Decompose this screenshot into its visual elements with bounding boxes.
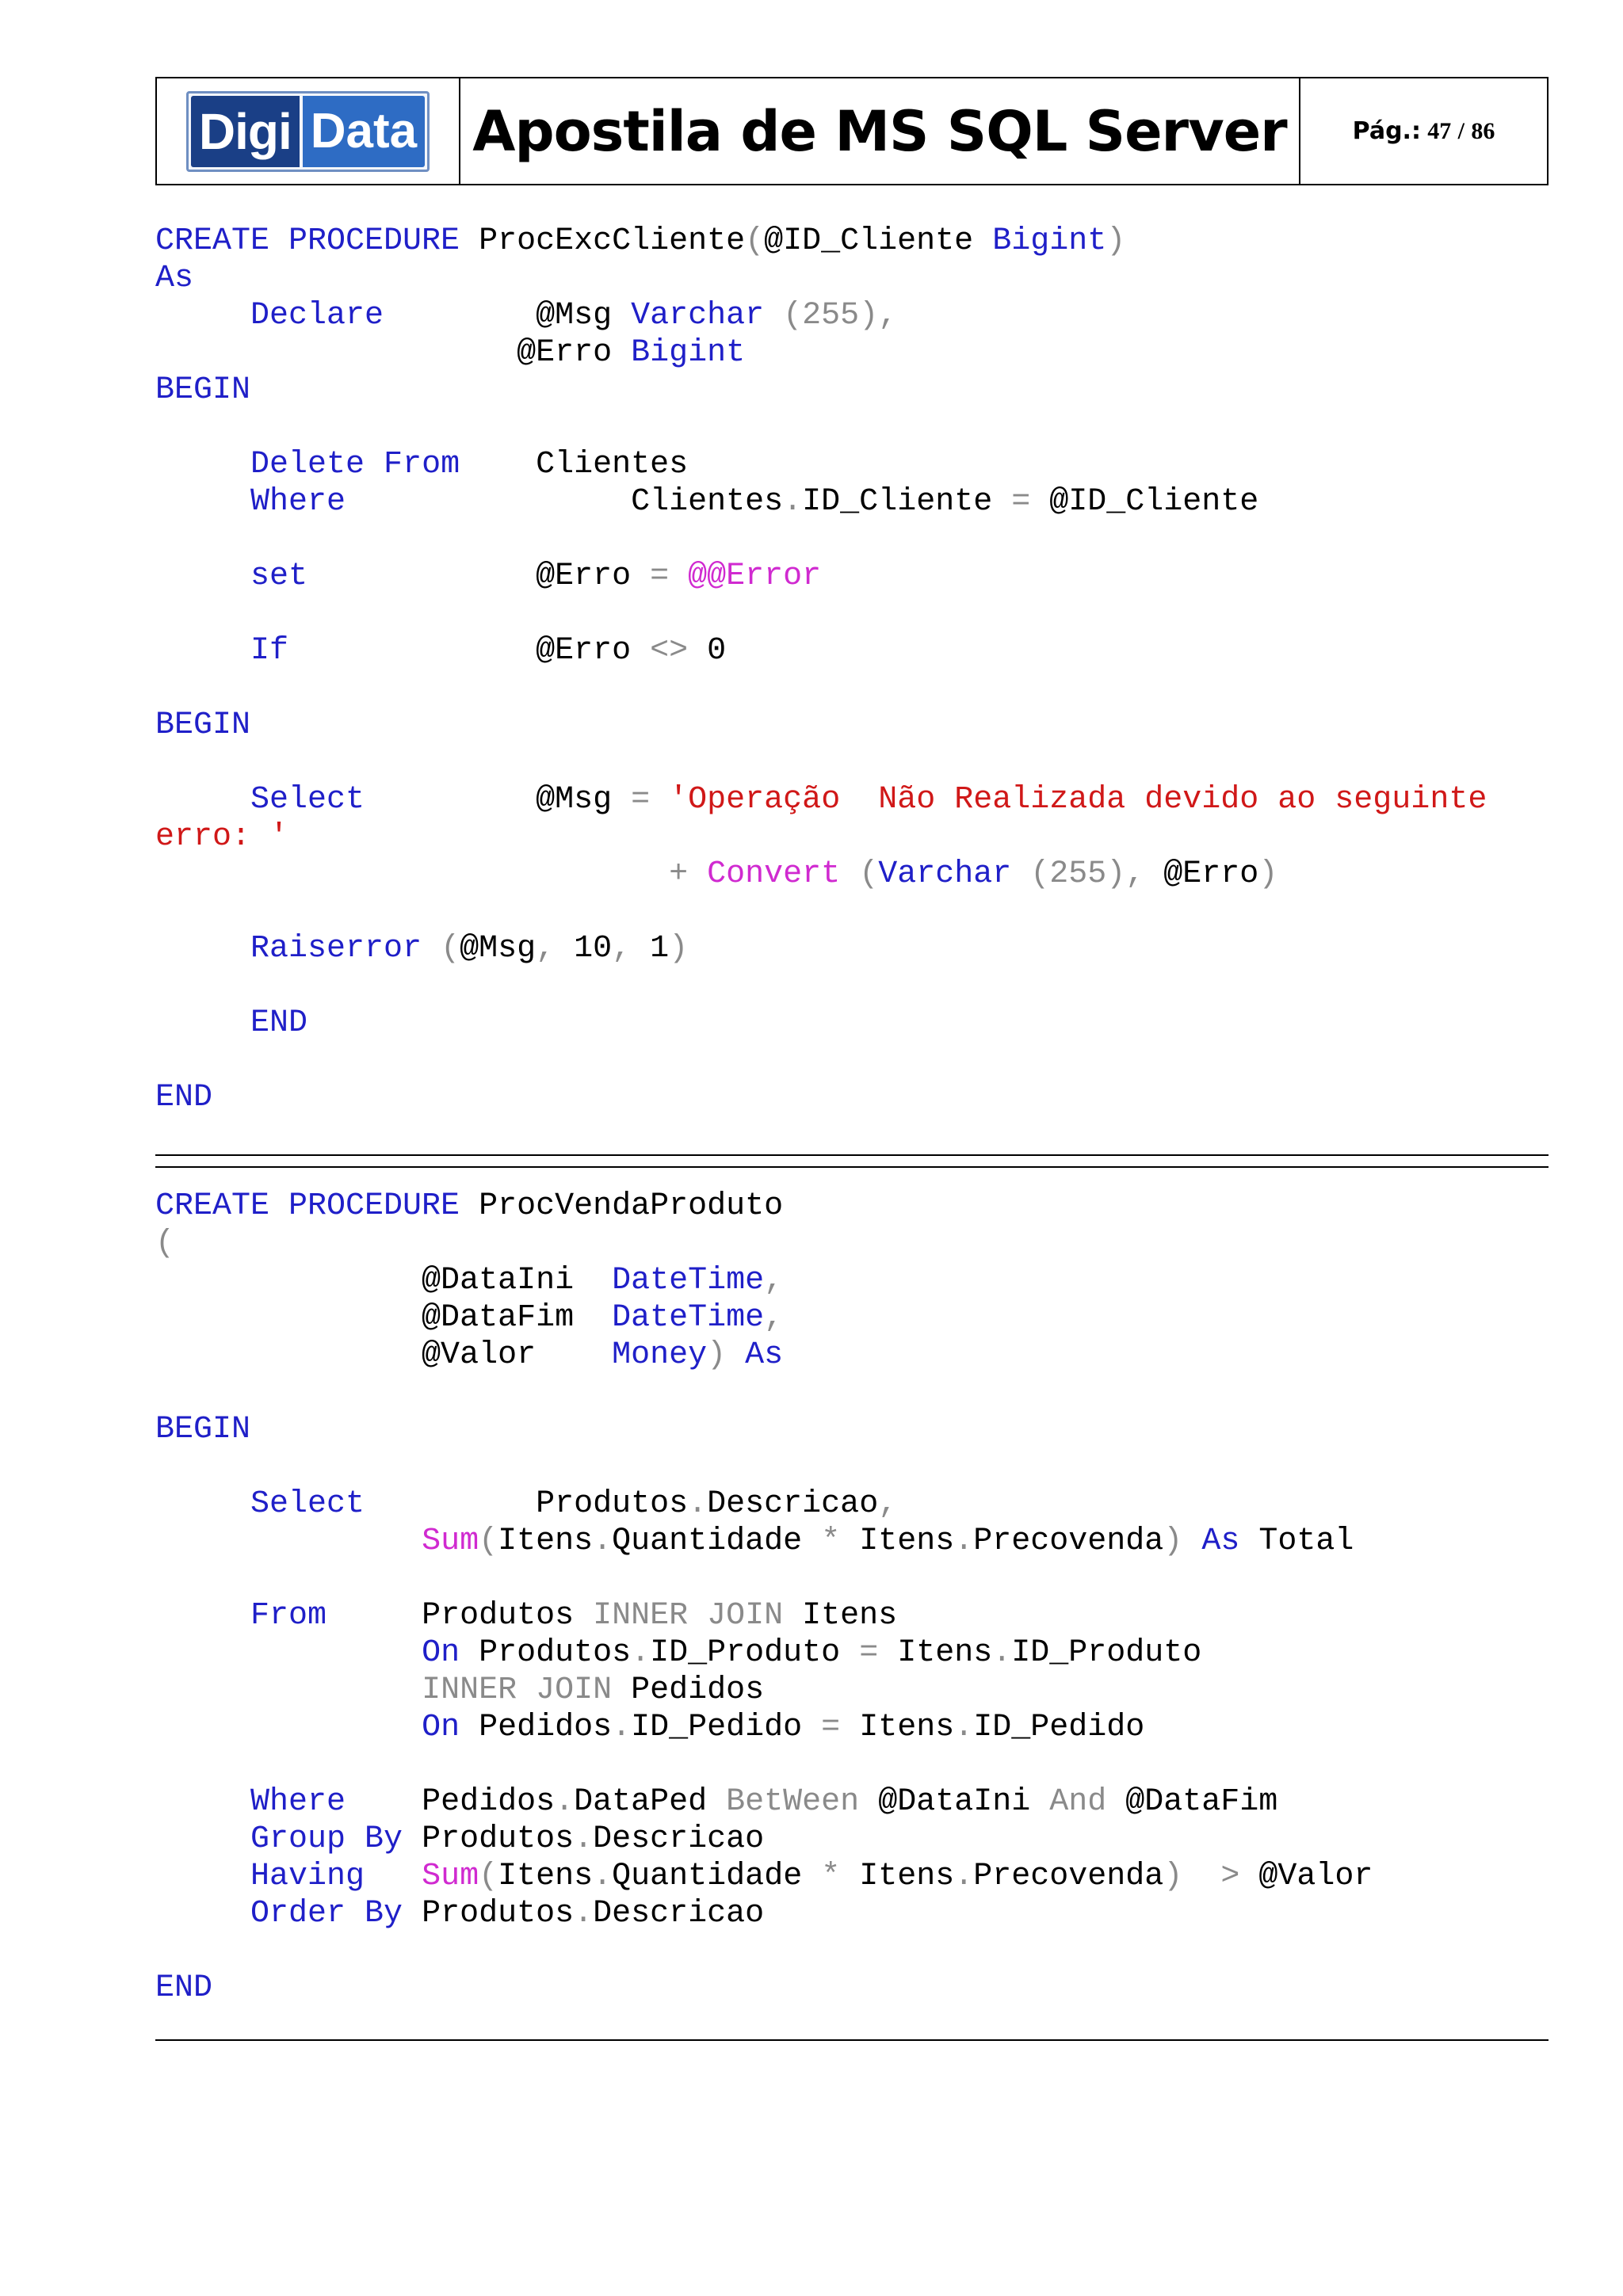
text-token: Produtos bbox=[327, 1598, 594, 1634]
code-line bbox=[155, 856, 1549, 893]
text-token: @DataIni bbox=[155, 1263, 613, 1299]
keyword-token: Bigint bbox=[631, 335, 746, 371]
code-line bbox=[155, 260, 1549, 297]
page-separator: / bbox=[1457, 117, 1465, 144]
keyword-token: As bbox=[745, 1337, 784, 1373]
text-token bbox=[155, 782, 250, 818]
code-line bbox=[155, 1042, 1549, 1079]
operator-token: , bbox=[536, 931, 556, 967]
text-token: Clientes bbox=[460, 447, 689, 482]
text-token: Produtos bbox=[460, 1635, 632, 1671]
text-token bbox=[155, 1859, 250, 1894]
page-total: 86 bbox=[1471, 117, 1495, 144]
keyword-token: From bbox=[250, 1598, 327, 1634]
operator-token: . bbox=[555, 1784, 575, 1820]
keyword-token: BEGIN bbox=[155, 707, 251, 743]
text-token: Descricao bbox=[593, 1896, 765, 1932]
page-number-cell bbox=[1300, 78, 1547, 184]
operator-token: = bbox=[631, 782, 651, 818]
page-label: Pág.: bbox=[1352, 117, 1421, 145]
operator-token: INNER JOIN bbox=[593, 1598, 784, 1634]
text-token: Descricao bbox=[593, 1821, 765, 1857]
code-line bbox=[155, 334, 1549, 372]
text-token bbox=[422, 931, 441, 967]
code-line bbox=[155, 1486, 1549, 1523]
text-token: Itens bbox=[840, 1859, 955, 1894]
code-line bbox=[155, 297, 1549, 334]
keyword-token: CREATE PROCEDURE bbox=[155, 1188, 460, 1224]
text-token: @DataIni bbox=[859, 1784, 1050, 1820]
text-token bbox=[155, 1821, 250, 1857]
code-line bbox=[155, 372, 1549, 409]
operator-token: And bbox=[1049, 1784, 1107, 1820]
text-token: Quantidade bbox=[612, 1524, 822, 1559]
digidata-logo bbox=[186, 91, 430, 172]
text-token: Clientes bbox=[346, 484, 784, 520]
text-token bbox=[155, 484, 250, 520]
code-line bbox=[155, 1895, 1549, 1932]
text-token bbox=[1182, 1859, 1220, 1894]
operator-token: . bbox=[992, 1635, 1012, 1671]
text-token: @ID_Cliente bbox=[764, 223, 993, 259]
code-line bbox=[155, 1374, 1549, 1411]
code-line bbox=[155, 1523, 1549, 1560]
string-token: erro: ' bbox=[155, 819, 289, 855]
code-line bbox=[155, 1932, 1549, 1970]
code-line bbox=[155, 1188, 1549, 1225]
code-line bbox=[155, 893, 1549, 930]
code-line bbox=[155, 1005, 1549, 1042]
keyword-token: END bbox=[155, 1970, 213, 2006]
text-token bbox=[155, 1524, 422, 1559]
operator-token: ( bbox=[859, 856, 879, 892]
operator-token: ) bbox=[1163, 1859, 1183, 1894]
page-number: 47 bbox=[1427, 117, 1452, 144]
code-line bbox=[155, 409, 1549, 446]
function-token: Sum bbox=[422, 1859, 479, 1894]
text-token: @Msg bbox=[384, 298, 632, 334]
text-token: DataPed bbox=[574, 1784, 727, 1820]
code-line bbox=[155, 1970, 1549, 2007]
operator-token: ) bbox=[707, 1337, 727, 1373]
operator-token: . bbox=[574, 1821, 594, 1857]
text-token: Itens bbox=[878, 1635, 993, 1671]
code-line bbox=[155, 595, 1549, 632]
text-token: ID_Pedido bbox=[973, 1710, 1145, 1745]
keyword-token: Group By bbox=[250, 1821, 403, 1857]
operator-token: . bbox=[783, 484, 803, 520]
text-token bbox=[155, 1005, 250, 1041]
keyword-token: Select bbox=[250, 782, 365, 818]
code-block-proc-exc-cliente bbox=[155, 223, 1549, 1116]
text-token: 1 bbox=[631, 931, 670, 967]
text-token: Quantidade bbox=[612, 1859, 822, 1894]
operator-token: , bbox=[764, 1300, 784, 1336]
text-token: Produtos bbox=[403, 1896, 575, 1932]
keyword-token: DateTime bbox=[612, 1300, 765, 1336]
document-title: Apostila de MS SQL Server bbox=[472, 98, 1287, 164]
operator-token: * bbox=[821, 1859, 841, 1894]
keyword-token: CREATE PROCEDURE bbox=[155, 223, 460, 259]
separator-rule bbox=[155, 2039, 1549, 2041]
code-line bbox=[155, 744, 1549, 781]
code-line bbox=[155, 1411, 1549, 1448]
code-line bbox=[155, 632, 1549, 669]
operator-token: <> bbox=[650, 633, 689, 669]
keyword-token: Money bbox=[612, 1337, 708, 1373]
code-line bbox=[155, 483, 1549, 521]
operator-token: . bbox=[612, 1710, 632, 1745]
operator-token: = bbox=[1011, 484, 1031, 520]
function-token: Convert bbox=[707, 856, 841, 892]
code-line bbox=[155, 930, 1549, 967]
keyword-token: Varchar bbox=[878, 856, 1012, 892]
text-token: 10 bbox=[555, 931, 613, 967]
text-token: Itens bbox=[498, 1524, 594, 1559]
operator-token: . bbox=[954, 1859, 974, 1894]
code-line bbox=[155, 1262, 1549, 1299]
operator-token: ) bbox=[1258, 856, 1278, 892]
text-token: ID_Produto bbox=[1011, 1635, 1202, 1671]
page-header bbox=[155, 77, 1549, 185]
operator-token: . bbox=[688, 1486, 708, 1522]
code-line bbox=[155, 223, 1549, 260]
keyword-token: Varchar bbox=[631, 298, 765, 334]
keyword-token: END bbox=[155, 1080, 213, 1116]
title-cell bbox=[460, 78, 1300, 184]
code-line bbox=[155, 558, 1549, 595]
code-line bbox=[155, 1337, 1549, 1374]
code-line bbox=[155, 1672, 1549, 1709]
code-line bbox=[155, 1634, 1549, 1672]
text-token bbox=[840, 856, 859, 892]
operator-token: . bbox=[593, 1524, 613, 1559]
text-token bbox=[365, 1859, 422, 1894]
operator-token: ( bbox=[479, 1524, 498, 1559]
operator-token: > bbox=[1220, 1859, 1240, 1894]
text-token: @Valor bbox=[1239, 1859, 1373, 1894]
text-token: ID_Produto bbox=[650, 1635, 860, 1671]
text-token: Precovenda bbox=[973, 1524, 1164, 1559]
keyword-token: As bbox=[1201, 1524, 1240, 1559]
text-token: ID_Pedido bbox=[631, 1710, 822, 1745]
text-token bbox=[650, 782, 669, 818]
logo-text-digi: Digi bbox=[191, 96, 300, 167]
code-line bbox=[155, 1299, 1549, 1337]
operator-token: ( bbox=[479, 1859, 498, 1894]
text-token bbox=[155, 1486, 250, 1522]
text-token bbox=[155, 1710, 422, 1745]
text-token bbox=[155, 1598, 250, 1634]
text-token: Produtos bbox=[365, 1486, 689, 1522]
text-token: @Erro bbox=[288, 633, 651, 669]
keyword-token: Bigint bbox=[992, 223, 1107, 259]
operator-token: * bbox=[821, 1524, 841, 1559]
keyword-token: If bbox=[250, 633, 289, 669]
text-token bbox=[688, 856, 707, 892]
keyword-token: END bbox=[250, 1005, 308, 1041]
function-token: @@Error bbox=[688, 559, 822, 594]
text-token: ProcVendaProduto bbox=[460, 1188, 784, 1224]
operator-token: = bbox=[859, 1635, 879, 1671]
text-token bbox=[155, 633, 250, 669]
keyword-token: DateTime bbox=[612, 1263, 765, 1299]
code-line bbox=[155, 1821, 1549, 1858]
keyword-token: set bbox=[250, 559, 308, 594]
operator-token: ( bbox=[155, 1226, 175, 1261]
code-line bbox=[155, 818, 1549, 856]
function-token: Sum bbox=[422, 1524, 479, 1559]
logo-text-data: Data bbox=[303, 96, 425, 167]
code-line bbox=[155, 1858, 1549, 1895]
operator-token: . bbox=[954, 1524, 974, 1559]
text-token: ID_Cliente bbox=[802, 484, 1012, 520]
text-token: Itens bbox=[840, 1710, 955, 1745]
text-token: Total bbox=[1239, 1524, 1354, 1559]
text-token bbox=[1182, 1524, 1201, 1559]
text-token bbox=[155, 856, 669, 892]
code-line bbox=[155, 446, 1549, 483]
text-token: Pedidos bbox=[346, 1784, 556, 1820]
text-token: @Erro bbox=[1144, 856, 1259, 892]
code-line bbox=[155, 1597, 1549, 1634]
operator-token: . bbox=[954, 1710, 974, 1745]
operator-token: . bbox=[574, 1896, 594, 1932]
keyword-token: Order By bbox=[250, 1896, 403, 1932]
code-line bbox=[155, 1448, 1549, 1486]
text-token: 0 bbox=[688, 633, 727, 669]
operator-token: ) bbox=[669, 931, 689, 967]
text-token bbox=[155, 931, 250, 967]
keyword-token: Declare bbox=[250, 298, 384, 334]
text-token bbox=[764, 298, 783, 334]
code-line bbox=[155, 1709, 1549, 1746]
code-line bbox=[155, 781, 1549, 818]
text-token: Precovenda bbox=[973, 1859, 1164, 1894]
text-token bbox=[155, 1672, 422, 1708]
text-token: Pedidos bbox=[612, 1672, 765, 1708]
text-token: Itens bbox=[498, 1859, 594, 1894]
operator-token: , bbox=[878, 1486, 898, 1522]
keyword-token: Where bbox=[250, 484, 346, 520]
code-block-proc-venda-produto bbox=[155, 1188, 1549, 2007]
operator-token: ( bbox=[745, 223, 765, 259]
text-token bbox=[726, 1337, 745, 1373]
text-token: Itens bbox=[783, 1598, 898, 1634]
operator-token: . bbox=[593, 1859, 613, 1894]
keyword-token: Where bbox=[250, 1784, 346, 1820]
text-token: @Msg bbox=[365, 782, 632, 818]
text-token bbox=[155, 559, 250, 594]
operator-token: (255), bbox=[1030, 856, 1145, 892]
operator-token: INNER JOIN bbox=[422, 1672, 613, 1708]
text-token bbox=[155, 1635, 422, 1671]
code-line bbox=[155, 1783, 1549, 1821]
text-token bbox=[669, 559, 688, 594]
code-line bbox=[155, 1560, 1549, 1597]
code-line bbox=[155, 1746, 1549, 1783]
text-token bbox=[155, 447, 250, 482]
operator-token: ) bbox=[1106, 223, 1126, 259]
code-line bbox=[155, 707, 1549, 744]
string-token: 'Operação Não Realizada devido ao seguinte bbox=[669, 782, 1487, 818]
text-token: @ID_Cliente bbox=[1030, 484, 1259, 520]
text-token bbox=[155, 298, 250, 334]
text-token: Produtos bbox=[403, 1821, 575, 1857]
text-token bbox=[155, 1896, 250, 1932]
operator-token: + bbox=[669, 856, 689, 892]
text-token: @DataFim bbox=[155, 1300, 613, 1336]
operator-token: (255), bbox=[783, 298, 898, 334]
operator-token: , bbox=[764, 1263, 784, 1299]
operator-token: , bbox=[612, 931, 632, 967]
keyword-token: Raiserror bbox=[250, 931, 422, 967]
text-token: Itens bbox=[840, 1524, 955, 1559]
separator-rule bbox=[155, 1154, 1549, 1156]
text-token: @Msg bbox=[460, 931, 537, 967]
operator-token: . bbox=[631, 1635, 651, 1671]
operator-token: = bbox=[821, 1710, 841, 1745]
operator-token: ) bbox=[1163, 1524, 1183, 1559]
logo-cell bbox=[157, 78, 460, 184]
keyword-token: As bbox=[155, 261, 194, 296]
text-token: @Erro bbox=[307, 559, 651, 594]
operator-token: BetWeen bbox=[726, 1784, 860, 1820]
keyword-token: On bbox=[422, 1635, 460, 1671]
text-token: @Valor bbox=[155, 1337, 613, 1373]
keyword-token: BEGIN bbox=[155, 372, 251, 408]
operator-token: = bbox=[650, 559, 670, 594]
code-line bbox=[155, 521, 1549, 558]
keyword-token: Having bbox=[250, 1859, 365, 1894]
text-token: Descricao bbox=[707, 1486, 879, 1522]
code-line bbox=[155, 1225, 1549, 1262]
keyword-token: Select bbox=[250, 1486, 365, 1522]
keyword-token: On bbox=[422, 1710, 460, 1745]
code-line bbox=[155, 967, 1549, 1005]
separator-rule bbox=[155, 1166, 1549, 1168]
operator-token: ( bbox=[441, 931, 460, 967]
text-token bbox=[155, 1784, 250, 1820]
text-token: ProcExcCliente bbox=[460, 223, 746, 259]
text-token: @DataFim bbox=[1106, 1784, 1278, 1820]
keyword-token: Delete From bbox=[250, 447, 460, 482]
text-token bbox=[1011, 856, 1030, 892]
code-line bbox=[155, 669, 1549, 707]
text-token: Pedidos bbox=[460, 1710, 613, 1745]
keyword-token: BEGIN bbox=[155, 1412, 251, 1447]
code-line bbox=[155, 1079, 1549, 1116]
text-token: @Erro bbox=[155, 335, 632, 371]
